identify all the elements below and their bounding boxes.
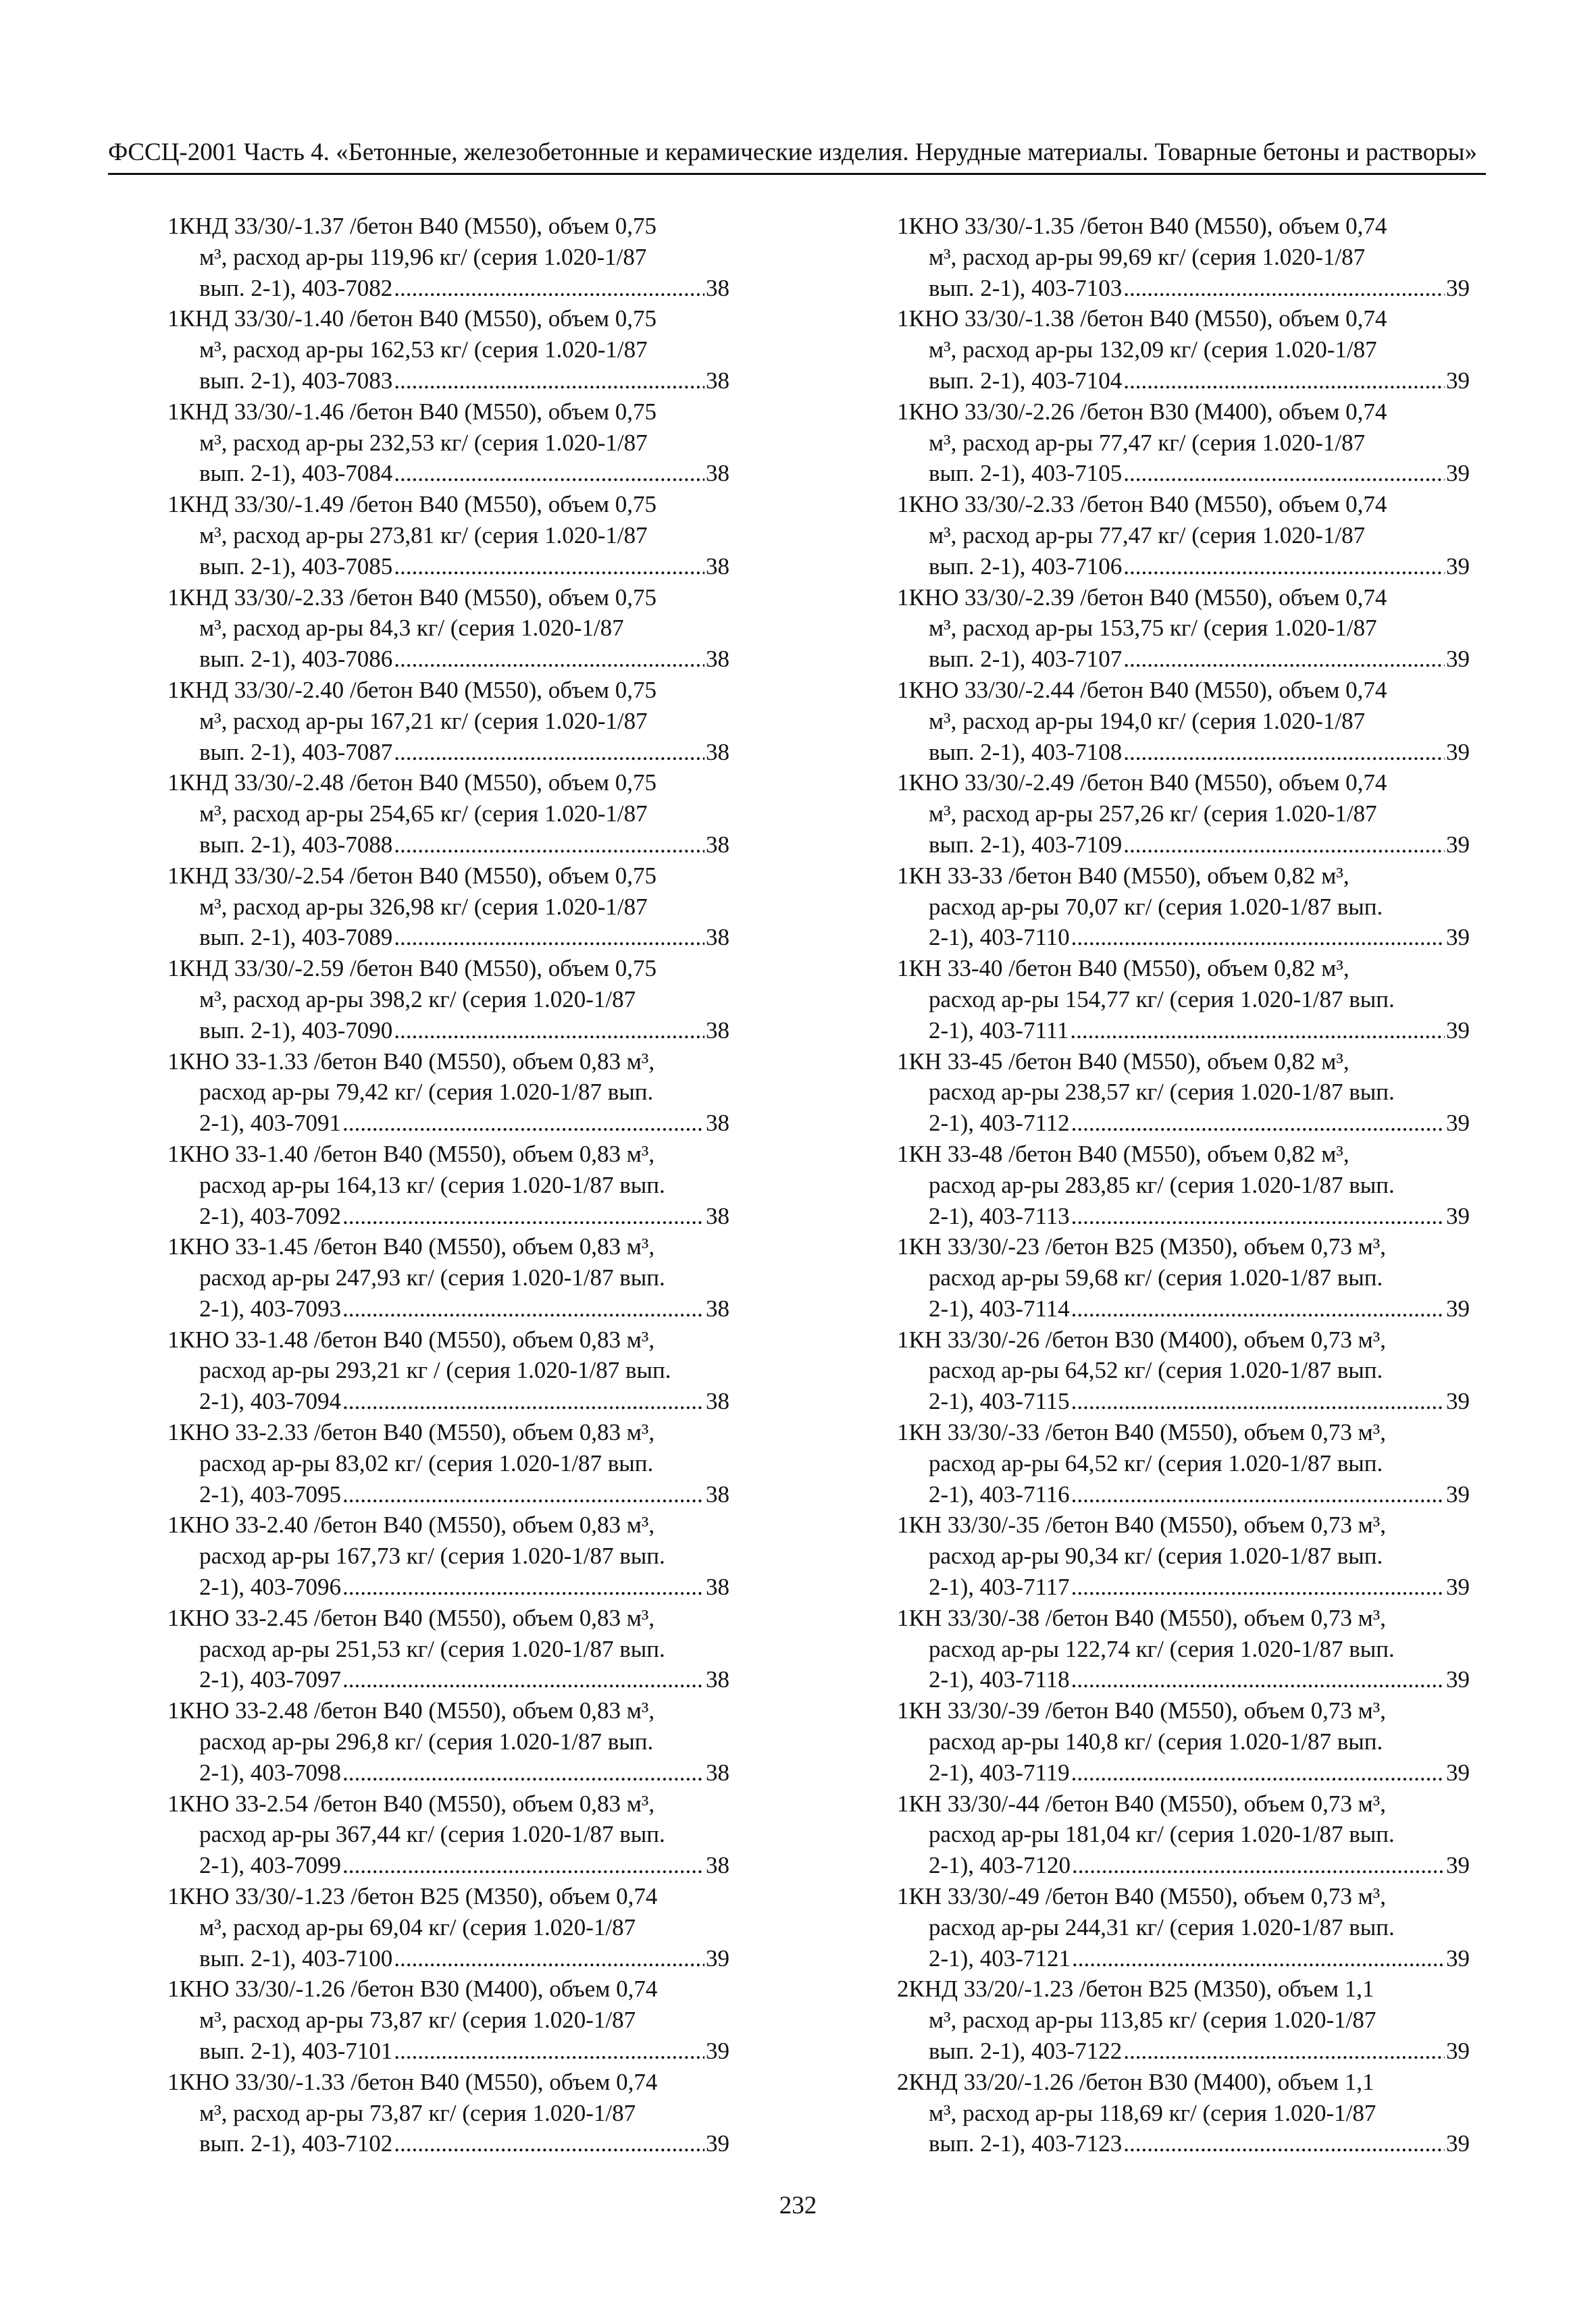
- entry-page-number: 39: [1446, 831, 1470, 858]
- entry-title-line: 1КНД 33/30/-2.48 /бетон В40 (М550), объем 0,75: [168, 769, 657, 796]
- entry-page-number: 38: [706, 460, 729, 487]
- entry-title-line: 2КНД 33/20/-1.26 /бетон В30 (М400), объем 1,1: [897, 2068, 1374, 2095]
- entry-code: вып. 2-1), 403-7089: [199, 924, 393, 951]
- index-entry: [168, 1789, 729, 1881]
- index-entry: [897, 303, 1470, 396]
- entry-reference-line: [168, 2128, 729, 2159]
- entry-code: 2-1), 403-7110: [929, 924, 1070, 951]
- entry-code: 2-1), 403-7118: [929, 1666, 1070, 1693]
- entry-detail-line: м³, расход ар-ры 113,85 кг/ (серия 1.020-1/87: [929, 2007, 1376, 2034]
- entry-reference-line: [168, 829, 729, 860]
- index-entry: [168, 2067, 729, 2159]
- entry-reference-line: [168, 273, 729, 304]
- dot-leader: [1071, 1386, 1445, 1417]
- entry-detail-line: м³, расход ар-ры 167,21 кг/ (серия 1.020-1/87: [199, 707, 648, 734]
- dot-leader: [1123, 737, 1445, 768]
- entry-reference-line: [897, 1664, 1470, 1695]
- entry-reference-line: [897, 458, 1470, 489]
- dot-leader: [394, 273, 704, 304]
- entry-detail-line: расход ар-ры 83,02 кг/ (серия 1.020-1/87 вып.: [199, 1449, 654, 1476]
- index-entry: [168, 860, 729, 953]
- entry-title-line: 1КНД 33/30/-1.37 /бетон В40 (М550), объем 0,75: [168, 213, 657, 239]
- entry-code: 2-1), 403-7120: [929, 1852, 1071, 1879]
- entry-reference-line: [168, 1943, 729, 1974]
- entry-code: вып. 2-1), 403-7123: [929, 2130, 1123, 2157]
- index-entry: [168, 1510, 729, 1602]
- entry-reference-line: [897, 551, 1470, 582]
- entry-page-number: 38: [706, 646, 729, 673]
- entry-title-line: 1КНД 33/30/-1.46 /бетон В40 (М550), объем 0,75: [168, 398, 657, 425]
- entry-title-line: 1КНО 33/30/-2.26 /бетон В30 (М400), объем 0,74: [897, 398, 1387, 425]
- index-entry: [168, 582, 729, 675]
- entry-title-line: 1КНО 33/30/-1.35 /бетон В40 (М550), объем 0,74: [897, 213, 1387, 239]
- entry-title-line: 1КНД 33/30/-2.33 /бетон В40 (М550), объем 0,75: [168, 584, 657, 611]
- entry-reference-line: [897, 737, 1470, 768]
- dot-leader: [1123, 273, 1445, 304]
- entry-detail-line: расход ар-ры 140,8 кг/ (серия 1.020-1/87 вып.: [929, 1728, 1383, 1755]
- entry-detail-line: расход ар-ры 296,8 кг/ (серия 1.020-1/87 вып.: [199, 1728, 654, 1755]
- entry-detail-line: м³, расход ар-ры 119,96 кг/ (серия 1.020-1/87: [199, 243, 647, 270]
- entry-detail-line: расход ар-ры 154,77 кг/ (серия 1.020-1/87 вып.: [929, 985, 1395, 1012]
- index-entry: [168, 767, 729, 860]
- index-entry: [168, 1139, 729, 1231]
- index-entry: [897, 1881, 1470, 1974]
- dot-leader: [1123, 644, 1445, 675]
- entry-code: вып. 2-1), 403-7086: [199, 646, 393, 673]
- entry-reference-line: [897, 1757, 1470, 1789]
- index-entry: [897, 582, 1470, 675]
- entry-detail-line: м³, расход ар-ры 69,04 кг/ (серия 1.020-1/87: [199, 1913, 636, 1940]
- entry-page-number: 38: [706, 1295, 729, 1322]
- entry-title-line: 1КН 33/30/-49 /бетон В40 (М550), объем 0,73 м³,: [897, 1883, 1387, 1910]
- dot-leader: [342, 1850, 704, 1881]
- dot-leader: [342, 1572, 704, 1603]
- entry-page-number: 38: [706, 367, 729, 394]
- dot-leader: [1123, 551, 1445, 582]
- entry-detail-line: м³, расход ар-ры 118,69 кг/ (серия 1.020-1/87: [929, 2099, 1376, 2126]
- entry-code: 2-1), 403-7096: [199, 1574, 341, 1601]
- index-entry: [897, 1695, 1470, 1788]
- entry-title-line: 1КНО 33-2.48 /бетон В40 (М550), объем 0,83 м³,: [168, 1697, 655, 1724]
- entry-reference-line: [168, 1293, 729, 1325]
- dot-leader: [1071, 1757, 1445, 1789]
- index-entry: [897, 489, 1470, 582]
- entry-detail-line: м³, расход ар-ры 77,47 кг/ (серия 1.020-1/87: [929, 521, 1366, 548]
- dot-leader: [394, 365, 704, 396]
- index-entry: [168, 675, 729, 767]
- entry-page-number: 39: [706, 2038, 729, 2065]
- entry-detail-line: расход ар-ры 167,73 кг/ (серия 1.020-1/87 вып.: [199, 1543, 665, 1570]
- entry-detail-line: м³, расход ар-ры 326,98 кг/ (серия 1.020-1/87: [199, 893, 648, 920]
- entry-page-number: 39: [706, 1945, 729, 1972]
- index-entry: [897, 396, 1470, 489]
- entry-code: вып. 2-1), 403-7087: [199, 738, 393, 765]
- entry-reference-line: [168, 1108, 729, 1139]
- entry-reference-line: [168, 1479, 729, 1510]
- entry-title-line: 1КН 33/30/-44 /бетон В40 (М550), объем 0,73 м³,: [897, 1790, 1387, 1817]
- entry-page-number: 39: [1446, 2038, 1470, 2065]
- dot-leader: [1123, 365, 1445, 396]
- entry-title-line: 1КНО 33/30/-2.33 /бетон В40 (М550), объем 0,74: [897, 491, 1387, 518]
- index-entry: [897, 1510, 1470, 1602]
- entry-title-line: 1КН 33/30/-38 /бетон В40 (М550), объем 0,73 м³,: [897, 1604, 1387, 1631]
- index-entry: [168, 1603, 729, 1695]
- entry-title-line: 1КНО 33-2.54 /бетон В40 (М550), объем 0,83 м³,: [168, 1790, 655, 1817]
- entry-code: 2-1), 403-7092: [199, 1202, 341, 1229]
- entry-title-line: 1КНО 33-1.45 /бетон В40 (М550), объем 0,83 м³,: [168, 1233, 655, 1260]
- entry-code: 2-1), 403-7121: [929, 1945, 1071, 1972]
- entry-page-number: 39: [1446, 1295, 1470, 1322]
- entry-code: 2-1), 403-7117: [929, 1574, 1070, 1601]
- index-entry: [897, 1417, 1470, 1510]
- entry-detail-line: расход ар-ры 64,52 кг/ (серия 1.020-1/87 вып.: [929, 1357, 1383, 1384]
- entry-code: 2-1), 403-7099: [199, 1852, 341, 1879]
- entry-detail-line: м³, расход ар-ры 254,65 кг/ (серия 1.020-1/87: [199, 800, 648, 827]
- entry-detail-line: расход ар-ры 79,42 кг/ (серия 1.020-1/87 вып.: [199, 1079, 654, 1106]
- entry-code: вып. 2-1), 403-7083: [199, 367, 393, 394]
- entry-reference-line: [897, 273, 1470, 304]
- index-entry: [897, 1325, 1470, 1417]
- entry-title-line: 1КНО 33-2.40 /бетон В40 (М550), объем 0,83 м³,: [168, 1512, 655, 1539]
- entry-detail-line: м³, расход ар-ры 273,81 кг/ (серия 1.020-1/87: [199, 521, 648, 548]
- entry-reference-line: [897, 2128, 1470, 2159]
- dot-leader: [1070, 1015, 1445, 1046]
- entry-page-number: 39: [1446, 1666, 1470, 1693]
- dot-leader: [342, 1293, 704, 1325]
- index-entry: [168, 303, 729, 396]
- dot-leader: [342, 1479, 704, 1510]
- entry-detail-line: расход ар-ры 64,52 кг/ (серия 1.020-1/87 вып.: [929, 1449, 1383, 1476]
- index-entry: [897, 953, 1470, 1046]
- entry-reference-line: [897, 1015, 1470, 1046]
- entry-page-number: 38: [706, 1574, 729, 1601]
- entry-reference-line: [897, 365, 1470, 396]
- entry-code: вып. 2-1), 403-7088: [199, 831, 393, 858]
- entry-code: вып. 2-1), 403-7122: [929, 2038, 1123, 2065]
- entry-reference-line: [168, 458, 729, 489]
- entry-page-number: 39: [1446, 1110, 1470, 1137]
- entry-title-line: 1КНО 33-1.40 /бетон В40 (М550), объем 0,83 м³,: [168, 1140, 655, 1167]
- entry-code: вып. 2-1), 403-7090: [199, 1017, 393, 1044]
- entry-title-line: 1КНО 33/30/-2.44 /бетон В40 (М550), объем 0,74: [897, 676, 1387, 703]
- dot-leader: [394, 551, 704, 582]
- entry-page-number: 38: [706, 1202, 729, 1229]
- entry-reference-line: [168, 1015, 729, 1046]
- entry-code: 2-1), 403-7095: [199, 1481, 341, 1508]
- entry-code: вып. 2-1), 403-7103: [929, 274, 1123, 301]
- entry-reference-line: [168, 2036, 729, 2067]
- entry-code: 2-1), 403-7098: [199, 1759, 341, 1786]
- dot-leader: [1123, 2128, 1445, 2159]
- dot-leader: [342, 1201, 704, 1232]
- entry-detail-line: расход ар-ры 247,93 кг/ (серия 1.020-1/87 вып.: [199, 1264, 665, 1291]
- entry-title-line: 1КН 33-48 /бетон В40 (М550), объем 0,82 м³,: [897, 1140, 1349, 1167]
- entry-reference-line: [897, 1943, 1470, 1974]
- dot-leader: [1071, 1572, 1445, 1603]
- entry-page-number: 39: [1446, 274, 1470, 301]
- entry-title-line: 1КНД 33/30/-2.54 /бетон В40 (М550), объем 0,75: [168, 862, 657, 889]
- entry-code: вып. 2-1), 403-7107: [929, 646, 1123, 673]
- entry-page-number: 39: [1446, 924, 1470, 951]
- dot-leader: [1071, 1479, 1445, 1510]
- dot-leader: [394, 644, 704, 675]
- index-entry: [168, 953, 729, 1046]
- entry-reference-line: [897, 1386, 1470, 1417]
- index-entry: [168, 396, 729, 489]
- entry-page-number: 38: [706, 831, 729, 858]
- index-entry: [897, 1046, 1470, 1139]
- entry-detail-line: м³, расход ар-ры 77,47 кг/ (серия 1.020-1/87: [929, 429, 1366, 456]
- entry-page-number: 39: [1446, 1945, 1470, 1972]
- entry-page-number: 38: [706, 274, 729, 301]
- entry-title-line: 1КН 33/30/-23 /бетон В25 (М350), объем 0,73 м³,: [897, 1233, 1387, 1260]
- entry-title-line: 1КН 33/30/-39 /бетон В40 (М550), объем 0,73 м³,: [897, 1697, 1387, 1724]
- entry-code: 2-1), 403-7114: [929, 1295, 1070, 1322]
- entry-detail-line: м³, расход ар-ры 84,3 кг/ (серия 1.020-1/87: [199, 615, 624, 642]
- entry-code: вып. 2-1), 403-7084: [199, 460, 393, 487]
- page-number: 232: [779, 2192, 817, 2219]
- entry-page-number: 38: [706, 1666, 729, 1693]
- entry-code: 2-1), 403-7094: [199, 1388, 341, 1415]
- entry-code: 2-1), 403-7097: [199, 1666, 341, 1693]
- entry-page-number: 38: [706, 1017, 729, 1044]
- dot-leader: [342, 1757, 704, 1789]
- entry-page-number: 39: [1446, 1759, 1470, 1786]
- entry-code: вып. 2-1), 403-7109: [929, 831, 1123, 858]
- dot-leader: [1123, 458, 1445, 489]
- dot-leader: [1071, 1108, 1445, 1139]
- entry-code: 2-1), 403-7111: [929, 1017, 1069, 1044]
- index-entry: [897, 767, 1470, 860]
- dot-leader: [394, 829, 704, 860]
- entry-detail-line: расход ар-ры 70,07 кг/ (серия 1.020-1/87 вып.: [929, 893, 1383, 920]
- dot-leader: [394, 737, 704, 768]
- index-entry: [168, 1974, 729, 2066]
- entry-title-line: 1КНО 33/30/-2.39 /бетон В40 (М550), объем 0,74: [897, 584, 1387, 611]
- entry-reference-line: [897, 1850, 1470, 1881]
- entry-page-number: 38: [706, 924, 729, 951]
- entry-code: вып. 2-1), 403-7085: [199, 552, 393, 580]
- entry-code: вып. 2-1), 403-7102: [199, 2130, 393, 2157]
- entry-page-number: 39: [1446, 2130, 1470, 2157]
- entry-detail-line: расход ар-ры 238,57 кг/ (серия 1.020-1/87 вып.: [929, 1079, 1395, 1106]
- dot-leader: [1071, 1293, 1445, 1325]
- entry-detail-line: расход ар-ры 164,13 кг/ (серия 1.020-1/87 вып.: [199, 1171, 665, 1198]
- entry-title-line: 1КН 33/30/-33 /бетон В40 (М550), объем 0,73 м³,: [897, 1419, 1387, 1446]
- index-entry: [168, 211, 729, 303]
- entry-detail-line: расход ар-ры 244,31 кг/ (серия 1.020-1/87 вып.: [929, 1913, 1395, 1940]
- dot-leader: [1072, 1943, 1445, 1974]
- entry-reference-line: [897, 829, 1470, 860]
- entry-code: 2-1), 403-7113: [929, 1202, 1070, 1229]
- entry-title-line: 1КНО 33/30/-1.38 /бетон В40 (М550), объем 0,74: [897, 305, 1387, 332]
- dot-leader: [394, 922, 704, 953]
- entry-reference-line: [168, 365, 729, 396]
- index-entry: [168, 1881, 729, 1974]
- entry-title-line: 1КНО 33-1.48 /бетон В40 (М550), объем 0,83 м³,: [168, 1326, 655, 1353]
- entry-detail-line: расход ар-ры 181,04 кг/ (серия 1.020-1/87 вып.: [929, 1821, 1395, 1848]
- dot-leader: [1071, 922, 1445, 953]
- dot-leader: [1123, 2036, 1445, 2067]
- entry-code: 2-1), 403-7112: [929, 1110, 1070, 1137]
- entry-title-line: 1КНО 33/30/-1.26 /бетон В30 (М400), объем 0,74: [168, 1976, 658, 2003]
- header-title: ФССЦ-2001 Часть 4. «Бетонные, железобетонные и керамические изделия. Нерудные материалы. Товарные бетоны и растворы»: [108, 138, 1477, 166]
- entry-reference-line: [168, 1572, 729, 1603]
- entry-page-number: 38: [706, 1759, 729, 1786]
- entry-title-line: 2КНД 33/20/-1.23 /бетон В25 (М350), объем 1,1: [897, 1976, 1374, 2003]
- entry-page-number: 39: [1446, 367, 1470, 394]
- dot-leader: [342, 1108, 704, 1139]
- index-entry: [897, 860, 1470, 953]
- dot-leader: [342, 1664, 704, 1695]
- entry-title-line: 1КН 33-45 /бетон В40 (М550), объем 0,82 м³,: [897, 1048, 1349, 1075]
- entry-reference-line: [897, 1108, 1470, 1139]
- entry-reference-line: [168, 644, 729, 675]
- entry-reference-line: [897, 2036, 1470, 2067]
- entry-reference-line: [897, 922, 1470, 953]
- index-entry: [897, 1974, 1470, 2066]
- index-entry: [168, 1231, 729, 1324]
- entry-reference-line: [897, 1293, 1470, 1325]
- entry-detail-line: м³, расход ар-ры 257,26 кг/ (серия 1.020-1/87: [929, 800, 1377, 827]
- entry-title-line: 1КНО 33-2.45 /бетон В40 (М550), объем 0,83 м³,: [168, 1604, 655, 1631]
- entry-title-line: 1КНО 33-2.33 /бетон В40 (М550), объем 0,83 м³,: [168, 1419, 655, 1446]
- entry-code: вып. 2-1), 403-7101: [199, 2038, 393, 2065]
- entry-detail-line: м³, расход ар-ры 232,53 кг/ (серия 1.020-1/87: [199, 429, 648, 456]
- entry-page-number: 38: [706, 1481, 729, 1508]
- entry-title-line: 1КНО 33/30/-1.23 /бетон В25 (М350), объем 0,74: [168, 1883, 658, 1910]
- entry-page-number: 39: [1446, 460, 1470, 487]
- entry-page-number: 39: [1446, 1017, 1470, 1044]
- index-entry: [897, 1789, 1470, 1881]
- entry-page-number: 38: [706, 1852, 729, 1879]
- entry-title-line: 1КН 33/30/-26 /бетон В30 (М400), объем 0,73 м³,: [897, 1326, 1387, 1353]
- entry-code: вып. 2-1), 403-7105: [929, 460, 1123, 487]
- entry-detail-line: м³, расход ар-ры 73,87 кг/ (серия 1.020-1/87: [199, 2099, 636, 2126]
- entry-code: вып. 2-1), 403-7106: [929, 552, 1123, 580]
- entry-reference-line: [168, 551, 729, 582]
- dot-leader: [394, 458, 704, 489]
- entry-code: 2-1), 403-7091: [199, 1110, 341, 1137]
- entry-detail-line: м³, расход ар-ры 398,2 кг/ (серия 1.020-1/87: [199, 985, 636, 1012]
- entry-page-number: 38: [706, 552, 729, 580]
- entry-reference-line: [897, 1572, 1470, 1603]
- entry-page-number: 39: [1446, 1481, 1470, 1508]
- dot-leader: [342, 1386, 704, 1417]
- entry-reference-line: [168, 1386, 729, 1417]
- entry-detail-line: м³, расход ар-ры 99,69 кг/ (серия 1.020-1/87: [929, 243, 1366, 270]
- entry-title-line: 1КНО 33/30/-2.49 /бетон В40 (М550), объем 0,74: [897, 769, 1387, 796]
- entry-reference-line: [168, 1664, 729, 1695]
- entry-code: 2-1), 403-7119: [929, 1759, 1070, 1786]
- dot-leader: [1072, 1850, 1445, 1881]
- entry-page-number: 38: [706, 1388, 729, 1415]
- entry-page-number: 39: [1446, 1388, 1470, 1415]
- index-entry: [168, 1046, 729, 1139]
- page-header: [108, 135, 1486, 175]
- entry-title-line: 1КНО 33/30/-1.33 /бетон В40 (М550), объем 0,74: [168, 2068, 658, 2095]
- dot-leader: [394, 2128, 704, 2159]
- index-column-right: [897, 211, 1470, 2159]
- entry-title-line: 1КН 33-40 /бетон В40 (М550), объем 0,82 м³,: [897, 955, 1349, 982]
- entry-title-line: 1КНД 33/30/-2.40 /бетон В40 (М550), объем 0,75: [168, 676, 657, 703]
- entry-title-line: 1КНО 33-1.33 /бетон В40 (М550), объем 0,83 м³,: [168, 1048, 655, 1075]
- dot-leader: [394, 1015, 704, 1046]
- entry-detail-line: м³, расход ар-ры 153,75 кг/ (серия 1.020-1/87: [929, 615, 1377, 642]
- entry-code: 2-1), 403-7093: [199, 1295, 341, 1322]
- entry-detail-line: расход ар-ры 293,21 кг / (серия 1.020-1/87 вып.: [199, 1357, 671, 1384]
- entry-reference-line: [168, 922, 729, 953]
- index-entry: [168, 1695, 729, 1788]
- entry-code: вып. 2-1), 403-7104: [929, 367, 1123, 394]
- entry-page-number: 38: [706, 738, 729, 765]
- index-entry: [897, 211, 1470, 303]
- entry-detail-line: м³, расход ар-ры 194,0 кг/ (серия 1.020-1/87: [929, 707, 1366, 734]
- entry-code: 2-1), 403-7116: [929, 1481, 1070, 1508]
- entry-code: вып. 2-1), 403-7108: [929, 738, 1123, 765]
- entry-reference-line: [897, 1479, 1470, 1510]
- entry-page-number: 39: [1446, 1574, 1470, 1601]
- entry-page-number: 39: [1446, 738, 1470, 765]
- entry-title-line: 1КН 33-33 /бетон В40 (М550), объем 0,82 м³,: [897, 862, 1349, 889]
- entry-code: 2-1), 403-7115: [929, 1388, 1070, 1415]
- dot-leader: [1123, 829, 1445, 860]
- entry-reference-line: [897, 644, 1470, 675]
- entry-page-number: 39: [706, 2130, 729, 2157]
- entry-reference-line: [168, 1850, 729, 1881]
- index-entry: [897, 2067, 1470, 2159]
- entry-code: вып. 2-1), 403-7100: [199, 1945, 393, 1972]
- entry-title-line: 1КНД 33/30/-2.59 /бетон В40 (М550), объем 0,75: [168, 955, 657, 982]
- entry-detail-line: расход ар-ры 90,34 кг/ (серия 1.020-1/87 вып.: [929, 1543, 1383, 1570]
- index-entry: [897, 675, 1470, 767]
- entry-page-number: 38: [706, 1110, 729, 1137]
- entry-reference-line: [168, 1757, 729, 1789]
- index-entry: [897, 1139, 1470, 1231]
- entry-code: вып. 2-1), 403-7082: [199, 274, 393, 301]
- entry-title-line: 1КН 33/30/-35 /бетон В40 (М550), объем 0,73 м³,: [897, 1512, 1387, 1539]
- index-entry: [168, 1325, 729, 1417]
- dot-leader: [394, 2036, 704, 2067]
- index-entry: [897, 1603, 1470, 1695]
- entry-reference-line: [168, 737, 729, 768]
- entry-title-line: 1КНД 33/30/-1.40 /бетон В40 (М550), объем 0,75: [168, 305, 657, 332]
- entry-detail-line: м³, расход ар-ры 73,87 кг/ (серия 1.020-1/87: [199, 2007, 636, 2034]
- dot-leader: [1071, 1664, 1445, 1695]
- entry-detail-line: расход ар-ры 122,74 кг/ (серия 1.020-1/87 вып.: [929, 1635, 1395, 1662]
- entry-detail-line: м³, расход ар-ры 162,53 кг/ (серия 1.020-1/87: [199, 336, 648, 363]
- dot-leader: [1071, 1201, 1445, 1232]
- entry-detail-line: расход ар-ры 283,85 кг/ (серия 1.020-1/87 вып.: [929, 1171, 1395, 1198]
- entry-title-line: 1КНД 33/30/-1.49 /бетон В40 (М550), объем 0,75: [168, 491, 657, 518]
- entry-page-number: 39: [1446, 1852, 1470, 1879]
- dot-leader: [394, 1943, 704, 1974]
- entry-page-number: 39: [1446, 646, 1470, 673]
- entry-detail-line: расход ар-ры 367,44 кг/ (серия 1.020-1/87 вып.: [199, 1821, 665, 1848]
- entry-reference-line: [168, 1201, 729, 1232]
- index-entry: [168, 1417, 729, 1510]
- entry-page-number: 39: [1446, 1202, 1470, 1229]
- index-entry: [168, 489, 729, 582]
- entry-page-number: 39: [1446, 552, 1470, 580]
- index-column-left: [168, 211, 729, 2159]
- entry-detail-line: расход ар-ры 59,68 кг/ (серия 1.020-1/87 вып.: [929, 1264, 1383, 1291]
- index-entry: [897, 1231, 1470, 1324]
- entry-reference-line: [897, 1201, 1470, 1232]
- entry-detail-line: м³, расход ар-ры 132,09 кг/ (серия 1.020-1/87: [929, 336, 1377, 363]
- entry-detail-line: расход ар-ры 251,53 кг/ (серия 1.020-1/87 вып.: [199, 1635, 665, 1662]
